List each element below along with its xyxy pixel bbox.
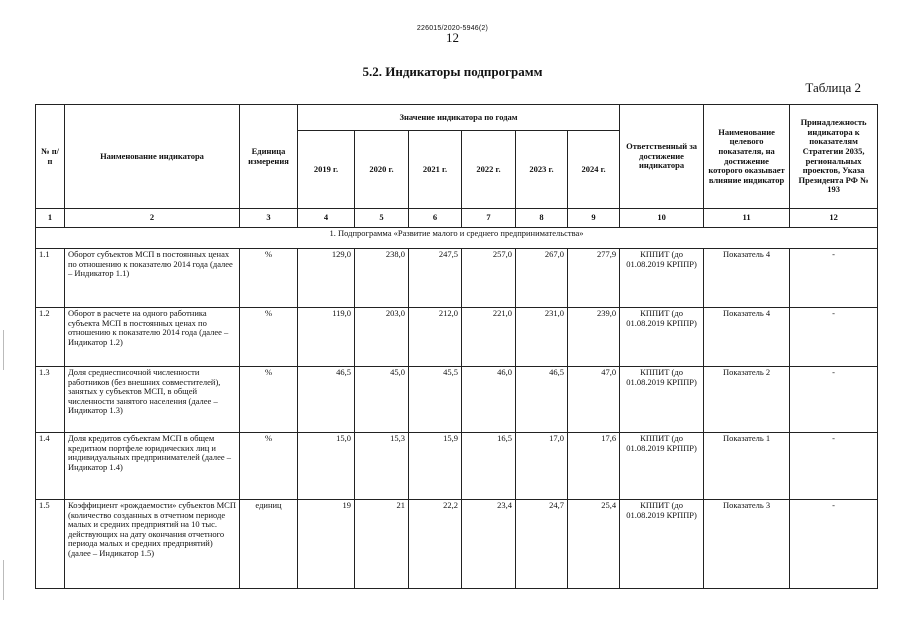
- column-number: 5: [355, 209, 409, 228]
- scan-margin-mark: [3, 330, 4, 370]
- value-cell: 17,0: [516, 433, 568, 500]
- header-strategy: Принадлежность индикатора к показателям Стратегии 2035, региональных проектов, Указа Президента РФ № 193: [790, 105, 878, 209]
- target-cell: Показатель 2: [704, 367, 790, 433]
- value-cell: 46,5: [298, 367, 355, 433]
- column-number: 9: [568, 209, 620, 228]
- document-code: 226015/2020-5946(2): [416, 25, 489, 32]
- value-cell: 45,5: [409, 367, 462, 433]
- header-unit: Единица измерения: [240, 105, 298, 209]
- target-cell: Показатель 4: [704, 249, 790, 308]
- column-number: 7: [462, 209, 516, 228]
- table-row: [36, 500, 878, 589]
- header-responsible: Ответственный за достижение индикатора: [620, 105, 704, 209]
- value-cell: 15,3: [355, 433, 409, 500]
- value-cell: 19: [298, 500, 355, 589]
- table-caption: Таблица 2: [805, 80, 861, 95]
- value-cell: 221,0: [462, 308, 516, 367]
- column-number: 3: [240, 209, 298, 228]
- value-cell: 24,7: [516, 500, 568, 589]
- header-target: Наименование целевого показателя, на достижение которого оказывает влияние индикатор: [704, 105, 790, 209]
- value-cell: 257,0: [462, 249, 516, 308]
- unit-cell: %: [240, 249, 298, 308]
- table-row: [36, 433, 878, 500]
- responsible-cell: КППИТ (до 01.08.2019 КРППР): [620, 433, 704, 500]
- value-cell: 47,0: [568, 367, 620, 433]
- column-number: 1: [36, 209, 65, 228]
- table-row: [36, 308, 878, 367]
- indicator-name: Доля среднесписочной численности работников (без внешних совместителей), занятых у субъектов МСП, в общей численности занятого населения (далее – Индикатор 1.3): [65, 367, 240, 433]
- strategy-cell: -: [790, 500, 878, 589]
- strategy-cell: -: [790, 367, 878, 433]
- value-cell: 212,0: [409, 308, 462, 367]
- responsible-cell: КППИТ (до 01.08.2019 КРППР): [620, 500, 704, 589]
- value-cell: 46,0: [462, 367, 516, 433]
- responsible-cell: КППИТ (до 01.08.2019 КРППР): [620, 367, 704, 433]
- value-cell: 277,9: [568, 249, 620, 308]
- header-name: Наименование индикатора: [65, 105, 240, 209]
- unit-cell: %: [240, 308, 298, 367]
- column-number: 12: [790, 209, 878, 228]
- value-cell: 247,5: [409, 249, 462, 308]
- responsible-cell: КППИТ (до 01.08.2019 КРППР): [620, 308, 704, 367]
- value-cell: 267,0: [516, 249, 568, 308]
- strategy-cell: -: [790, 433, 878, 500]
- value-cell: 119,0: [298, 308, 355, 367]
- strategy-cell: -: [790, 249, 878, 308]
- value-cell: 231,0: [516, 308, 568, 367]
- subprogram-heading: 1. Подпрограмма «Развитие малого и среднего предпринимательства»: [36, 228, 878, 249]
- column-number: 2: [65, 209, 240, 228]
- header-year: 2022 г.: [462, 131, 516, 209]
- header-year: 2023 г.: [516, 131, 568, 209]
- value-cell: 17,6: [568, 433, 620, 500]
- header-years-group: Значение индикатора по годам: [298, 105, 620, 131]
- value-cell: 239,0: [568, 308, 620, 367]
- row-number: 1.5: [36, 500, 65, 589]
- target-cell: Показатель 3: [704, 500, 790, 589]
- header-year: 2020 г.: [355, 131, 409, 209]
- target-cell: Показатель 1: [704, 433, 790, 500]
- table-row: [36, 249, 878, 308]
- header-year: 2021 г.: [409, 131, 462, 209]
- row-number: 1.2: [36, 308, 65, 367]
- indicator-name: Оборот субъектов МСП в постоянных ценах по отношению к показателю 2014 года (далее – Индикатор 1.1): [65, 249, 240, 308]
- row-number: 1.1: [36, 249, 65, 308]
- value-cell: 238,0: [355, 249, 409, 308]
- indicators-table: [35, 104, 878, 589]
- header-num: № п/п: [36, 105, 65, 209]
- value-cell: 15,9: [409, 433, 462, 500]
- row-number: 1.4: [36, 433, 65, 500]
- value-cell: 21: [355, 500, 409, 589]
- column-number: 4: [298, 209, 355, 228]
- value-cell: 25,4: [568, 500, 620, 589]
- unit-cell: %: [240, 433, 298, 500]
- section-title: 5.2. Индикаторы подпрограмм: [362, 64, 543, 79]
- table-row: [36, 367, 878, 433]
- column-number: 11: [704, 209, 790, 228]
- header-year: 2019 г.: [298, 131, 355, 209]
- column-number: 8: [516, 209, 568, 228]
- unit-cell: %: [240, 367, 298, 433]
- unit-cell: единиц: [240, 500, 298, 589]
- row-number: 1.3: [36, 367, 65, 433]
- header-year: 2024 г.: [568, 131, 620, 209]
- page-number: 12: [446, 30, 459, 45]
- value-cell: 15,0: [298, 433, 355, 500]
- scan-margin-mark: [3, 560, 4, 600]
- indicator-name: Коэффициент «рождаемости» субъектов МСП (количество созданных в отчетном периоде малых и средних предприятий на 10 тыс. действующих на дату окончания отчетного периода малых и средних предприятий) (далее – Индикатор 1.5): [65, 500, 240, 589]
- indicator-name: Доля кредитов субъектам МСП в общем кредитном портфеле юридических лиц и индивидуальных предпринимателей (далее – Индикатор 1.4): [65, 433, 240, 500]
- indicator-name: Оборот в расчете на одного работника субъекта МСП в постоянных ценах по отношению к показателю 2014 года (далее – Индикатор 1.2): [65, 308, 240, 367]
- responsible-cell: КППИТ (до 01.08.2019 КРППР): [620, 249, 704, 308]
- column-number: 6: [409, 209, 462, 228]
- strategy-cell: -: [790, 308, 878, 367]
- value-cell: 22,2: [409, 500, 462, 589]
- target-cell: Показатель 4: [704, 308, 790, 367]
- value-cell: 16,5: [462, 433, 516, 500]
- value-cell: 46,5: [516, 367, 568, 433]
- column-number: 10: [620, 209, 704, 228]
- value-cell: 129,0: [298, 249, 355, 308]
- value-cell: 45,0: [355, 367, 409, 433]
- value-cell: 203,0: [355, 308, 409, 367]
- value-cell: 23,4: [462, 500, 516, 589]
